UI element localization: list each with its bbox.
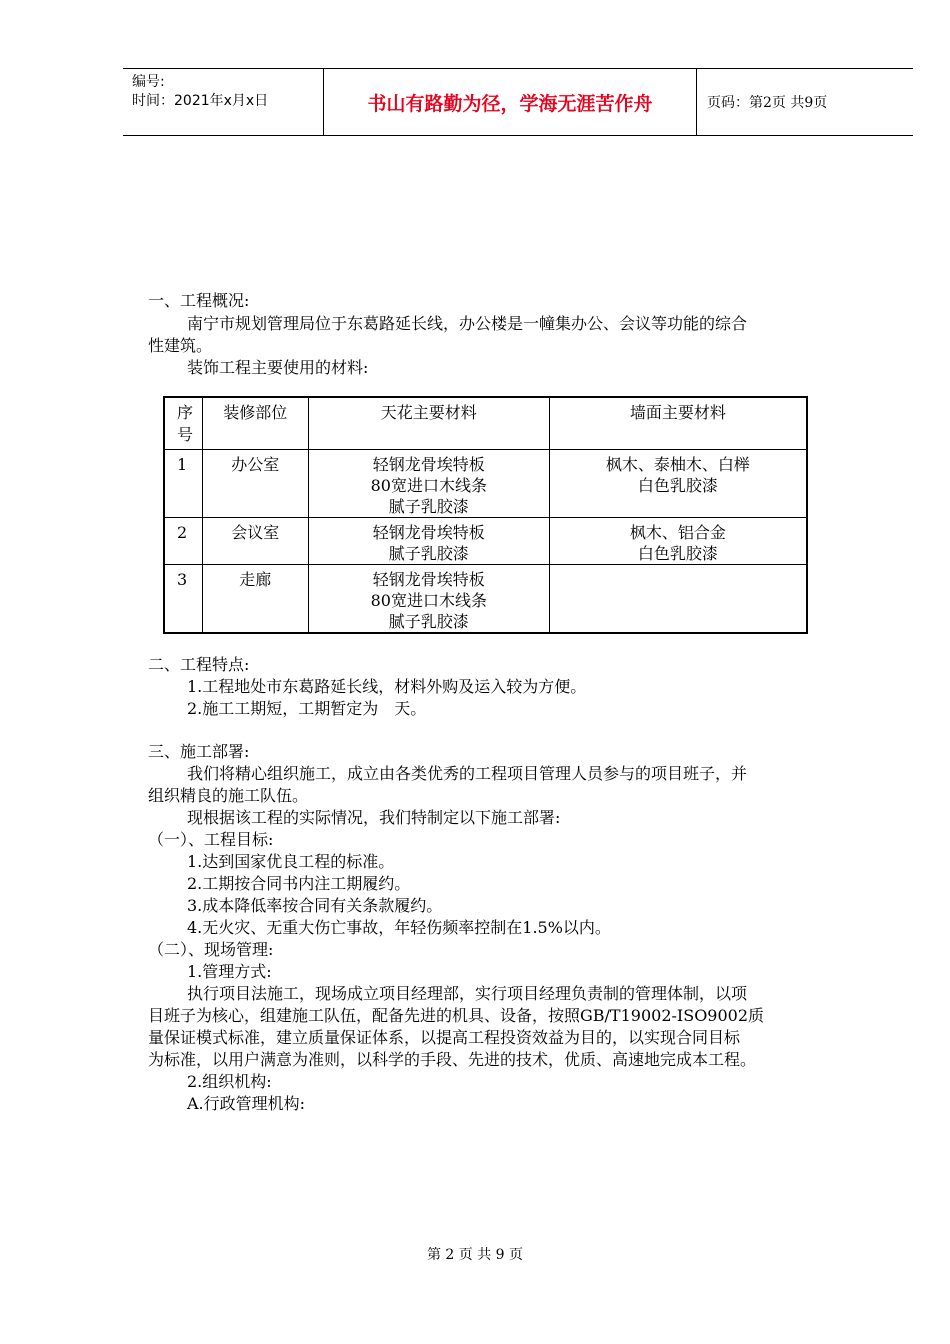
table-row [164, 517, 807, 564]
ceiling-material: 轻钢龙骨埃特板 [372, 522, 485, 542]
org-admin: A.行政管理机构: [187, 1094, 306, 1113]
ceiling-material: 腻子乳胶漆 [388, 496, 469, 516]
ceiling-material: 80宽进口木线条 [370, 590, 487, 610]
materials-table [163, 396, 808, 634]
row-wall [549, 564, 807, 633]
row-seq: 2 [164, 517, 202, 564]
table-row [164, 449, 807, 517]
goal-item: 4.无火灾、无重大伤亡事故，年轻伤频率控制在1.5%以内。 [187, 918, 611, 937]
wall-material: 白色乳胶漆 [637, 543, 718, 563]
section1-para1-line1: 南宁市规划管理局位于东葛路延长线，办公楼是一幢集办公、会议等功能的综合 [187, 314, 748, 333]
row-ceiling [308, 564, 549, 633]
org-title: 2.组织机构: [187, 1072, 272, 1091]
row-ceiling [308, 449, 549, 517]
header-seq-line2: 号 [177, 425, 194, 444]
mgmt-line: 为标准，以用户满意为准则，以科学的手段、先进的技术，优质、高速地完成本工程。 [148, 1050, 757, 1069]
section2-title: 二、工程特点: [148, 655, 250, 674]
goal-item: 1.达到国家优良工程的标准。 [187, 852, 395, 871]
row-ceiling [308, 517, 549, 564]
mgmt-line: 执行项目法施工，现场成立项目经理部，实行项目经理负责制的管理体制，以项 [187, 984, 748, 1003]
section1-para2: 装饰工程主要使用的材料: [187, 358, 369, 377]
wall-material: 白色乳胶漆 [637, 475, 718, 495]
mgmt-line: 目班子为核心，组建施工队伍，配备先进的机具、设备，按照GB/T19002-ISO9002质 [148, 1006, 765, 1025]
section3-para2: 现根据该工程的实际情况，我们特制定以下施工部署: [187, 808, 561, 827]
ceiling-material: 80宽进口木线条 [370, 475, 487, 495]
header-page-info: 页码：第2页 共9页 [707, 95, 828, 111]
row-seq: 3 [164, 564, 202, 633]
header-motto: 书山有路勤为径，学海无涯苦作舟 [324, 69, 697, 135]
section3-title: 三、施工部署: [148, 742, 250, 761]
header-ceiling: 天花主要材料 [308, 397, 549, 449]
time-label: 时间：2021年x月x日 [132, 93, 269, 109]
header-wall: 墙面主要材料 [549, 397, 807, 449]
row-location: 办公室 [202, 449, 308, 517]
section3-para1-line1: 我们将精心组织施工，成立由各类优秀的工程项目管理人员参与的项目班子，并 [187, 764, 748, 783]
row-seq: 1 [164, 449, 202, 517]
wall-material: 枫木、泰柚木、白榉 [605, 454, 750, 474]
goal-item: 3.成本降低率按合同有关条款履约。 [187, 896, 443, 915]
number-label: 编号: [132, 74, 165, 90]
row-location: 走廊 [202, 564, 308, 633]
section3-para1-line2: 组织精良的施工队伍。 [148, 786, 309, 805]
goal-item: 2.工期按合同书内注工期履约。 [187, 874, 411, 893]
row-wall [549, 449, 807, 517]
header-location: 装修部位 [202, 397, 308, 449]
table-row [164, 564, 807, 633]
ceiling-material: 腻子乳胶漆 [388, 611, 469, 631]
ceiling-material: 轻钢龙骨埃特板 [372, 569, 485, 589]
page-footer: 第 2 页 共 9 页 [426, 1247, 524, 1263]
section3-sub2-title: （二）、现场管理: [148, 940, 274, 959]
mgmt-title: 1.管理方式: [187, 962, 272, 981]
wall-material: 枫木、铝合金 [629, 522, 726, 542]
row-location: 会议室 [202, 517, 308, 564]
table-header-row [164, 397, 807, 449]
document-header [123, 68, 913, 136]
section2-item1: 1.工程地处市东葛路延长线，材料外购及运入较为方便。 [187, 677, 587, 696]
ceiling-material: 腻子乳胶漆 [388, 543, 469, 563]
mgmt-line: 量保证模式标准，建立质量保证体系，以提高工程投资效益为目的，以实现合同目标 [148, 1028, 741, 1047]
ceiling-material: 轻钢龙骨埃特板 [372, 454, 485, 474]
section1-title: 一、工程概况: [148, 291, 250, 310]
header-meta [123, 69, 324, 135]
header-seq-line1: 序 [177, 403, 194, 422]
section2-item2: 2.施工工期短，工期暂定为 天。 [187, 699, 427, 718]
section3-sub1-title: （一）、工程目标: [148, 830, 274, 849]
header-seq [164, 397, 202, 449]
row-wall [549, 517, 807, 564]
section1-para1-line2: 性建筑。 [148, 336, 213, 355]
